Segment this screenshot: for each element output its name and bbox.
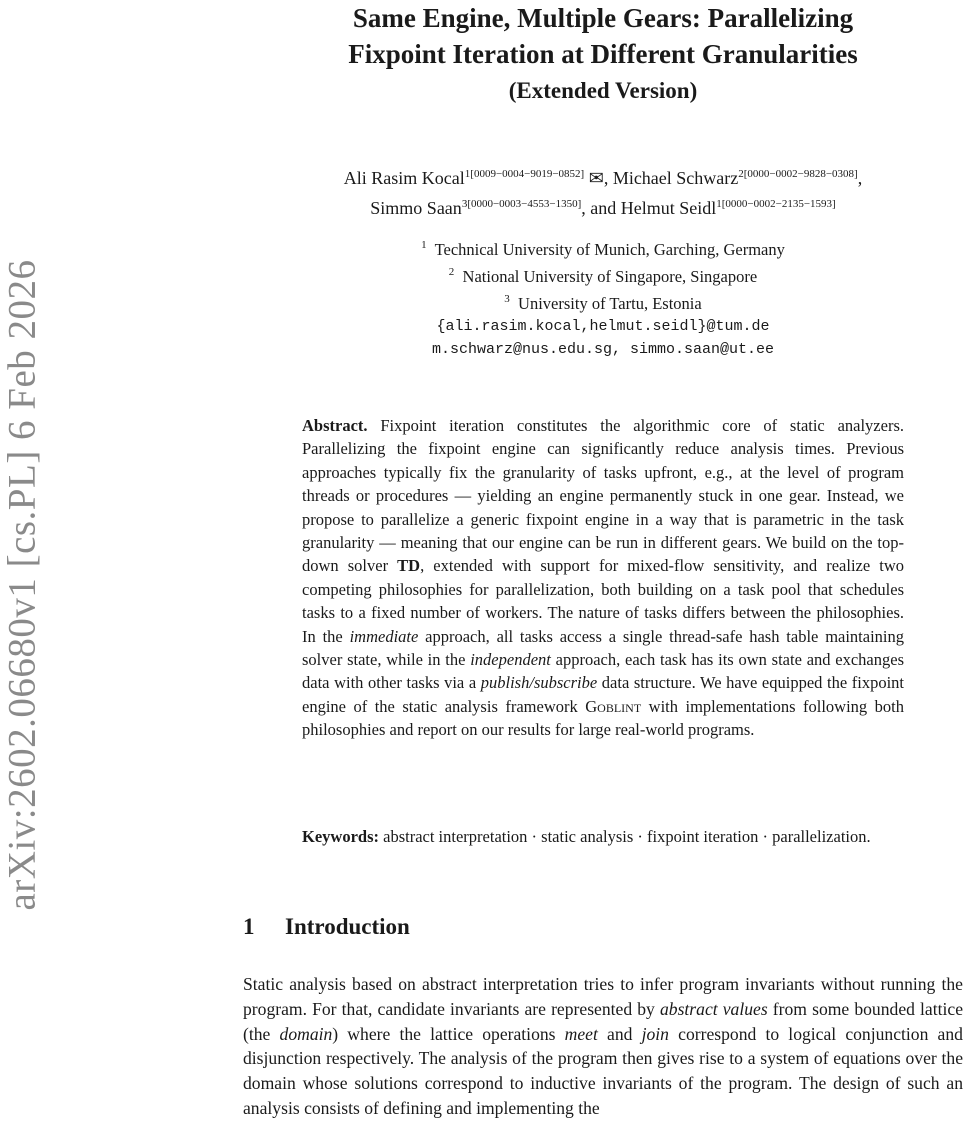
author-name: Ali Rasim Kocal	[343, 168, 465, 188]
abstract-text: Fixpoint iteration constitutes the algorithmic core of static analyzers. Parallelizing the fixpoint engine can significantly reduce analysis times. Previous approaches typically fix the granularity of tasks upfront, e.g., at the level of program threads or procedures — yielding an engine permanently stuck in one gear. Instead, we propose to parallelize a generic fixpoint engine in a way that is parametric in the task granularity — meaning that our engine can be run in different gears. We build on the top-down solver	[302, 416, 904, 576]
affiliation-text: Technical University of Munich, Garching, Germany	[434, 240, 785, 259]
author-orcid: [0000−0002−2135−1593]	[721, 198, 836, 210]
td-term: TD	[397, 556, 421, 576]
title-line-2: Fixpoint Iteration at Different Granularities	[348, 39, 858, 69]
section-title: Introduction	[285, 914, 410, 939]
arxiv-identifier: arXiv:2602.06680v1 [cs.PL] 6 Feb 2026	[0, 259, 44, 911]
author-orcid: [0000−0003−4553−1350]	[467, 198, 582, 210]
abstract-text: approach, all tasks access a single thread-safe hash table maintaining solver state, while in the	[302, 626, 905, 670]
affiliation-text: University of Tartu, Estonia	[518, 294, 702, 313]
author-line-1: Ali Rasim Kocal$^{1[0009-0004-9019-0852]}$ ✉, Michael Schwarz$^{2[0000-0002-9828-0308]}$,	[343, 168, 863, 188]
abstract	[302, 414, 904, 742]
mail-icon[interactable]: ✉	[588, 168, 604, 188]
intro-text: from some bounded lattice (the	[243, 998, 963, 1044]
author-name: Michael Schwarz	[612, 168, 739, 188]
intro-text: Static analysis based on abstract interpretation tries to infer program invariants without running the program. For that, candidate invariants are represented by	[243, 974, 963, 1019]
abstract-text: data structure. We have equipped the fixpoint engine of the static analysis framework	[302, 673, 904, 716]
author-affil-sup: 2	[738, 168, 744, 180]
email-line-2[interactable]: m.schwarz@nus.edu.sg, simmo.saan@ut.ee	[431, 341, 775, 358]
affiliation-1	[243, 234, 963, 261]
author-name: Simmo Saan	[370, 198, 462, 218]
affiliation-sup: 1	[421, 239, 427, 251]
paper-subtitle: (Extended Version)	[508, 78, 698, 103]
affiliation-3	[243, 288, 963, 315]
paper-page	[243, 0, 963, 1118]
intro-emphasis: meet	[564, 1023, 598, 1044]
author-affil-sup: 1	[464, 168, 471, 180]
author-affil-sup: 1	[716, 198, 722, 210]
affiliation-sup: 3	[504, 293, 510, 305]
keywords-label: Keywords:	[302, 827, 379, 846]
section-number: 1	[243, 914, 255, 939]
author-conjunction: , and	[581, 198, 621, 218]
intro-text: correspond to logical conjunction and disjunction respectively. The analysis of the program then gives rise to a system of equations over the domain whose solutions correspond to inductive invariants of the program. The design of such an analysis consists of defining and implementing the	[243, 1023, 963, 1118]
abstract-text: , extended with support for mixed-flow sensitivity, and realize two competing philosophies for parallelization, both building on a task pool that schedules tasks to a fixed number of workers. The nature of tasks differs between the philosophies. In the	[302, 556, 905, 646]
goblint-name: Goblint	[585, 696, 642, 716]
author-list	[243, 161, 963, 221]
section-heading	[243, 914, 410, 940]
paper-title	[243, 0, 963, 72]
author-affil-sup: 3	[461, 198, 468, 210]
affiliation-sup: 2	[448, 266, 455, 278]
abstract-label: Abstract.	[302, 416, 368, 435]
email-line-1[interactable]: {ali.rasim.kocal,helmut.seidl}@tum.de	[436, 318, 770, 335]
affiliation-text: National University of Singapore, Singapore	[462, 267, 758, 286]
keywords-text: abstract interpretation · static analysis · fixpoint iteration · parallelization.	[383, 827, 871, 846]
author-orcid: [0009−0004−9019−0852]	[470, 168, 585, 180]
abstract-text: with implementations following both philosophies and report on our results for large real-world programs.	[302, 696, 904, 740]
intro-emphasis: domain	[279, 1023, 333, 1044]
author-name: Helmut Seidl	[620, 198, 717, 218]
author-orcid: [0000−0002−9828−0308]	[743, 168, 858, 180]
intro-text: and	[607, 1023, 633, 1044]
intro-emphasis: join	[641, 1023, 669, 1044]
abstract-text: approach, each task has its own state and exchanges data with other tasks via a	[302, 650, 905, 693]
arxiv-sidebar	[1, 230, 43, 940]
independent-term: independent	[470, 650, 551, 670]
title-line-1: Same Engine, Multiple Gears: Parallelizing	[352, 3, 854, 33]
author-line-2	[243, 191, 963, 221]
intro-text: ) where the lattice operations	[332, 1023, 556, 1044]
affiliation-2	[243, 261, 963, 288]
keywords	[302, 825, 904, 848]
pubsub-term: publish/subscribe	[480, 673, 598, 693]
intro-emphasis: abstract values	[659, 998, 768, 1019]
intro-paragraph	[243, 972, 963, 1121]
immediate-term: immediate	[349, 626, 419, 646]
affiliations	[243, 234, 963, 361]
